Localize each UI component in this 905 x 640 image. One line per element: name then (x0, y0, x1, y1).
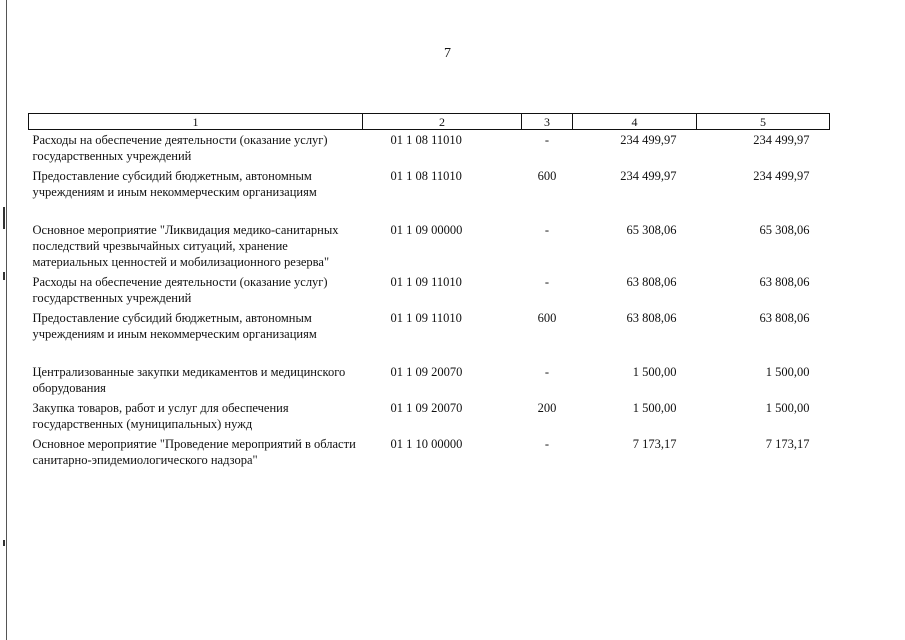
row-type: - (544, 223, 550, 237)
row-sum-2: 65 308,06 (759, 223, 810, 237)
row-code: 01 1 09 20070 (390, 365, 463, 379)
row-sum-1: 63 808,06 (626, 275, 677, 289)
scan-artifact-mark (3, 207, 5, 229)
row-type: - (544, 437, 550, 451)
row-name: Закупка товаров, работ и услуг для обеспечения государственных (муниципальных) нужд (32, 401, 289, 431)
row-name: Предоставление субсидий бюджетным, автономным учреждениям и иным некоммерческим организациям (32, 311, 317, 341)
row-sum-1: 1 500,00 (632, 401, 677, 415)
row-sum-2: 234 499,97 (753, 133, 810, 147)
table-row (29, 220, 830, 272)
header-col-2: 2 (363, 114, 522, 130)
header-col-3: 3 (522, 114, 573, 130)
table-row (29, 398, 830, 434)
row-sum-1: 234 499,97 (620, 169, 677, 183)
table-row (29, 362, 830, 398)
scan-artifact-mark (3, 272, 5, 280)
row-sum-2: 63 808,06 (759, 311, 810, 325)
row-code: 01 1 08 11010 (390, 169, 462, 183)
row-name: Расходы на обеспечение деятельности (оказание услуг) государственных учреждений (32, 275, 328, 305)
table-row (29, 166, 830, 220)
table-row (29, 130, 830, 167)
row-sum-1: 65 308,06 (626, 223, 677, 237)
row-name: Расходы на обеспечение деятельности (оказание услуг) государственных учреждений (32, 133, 328, 163)
header-col-1: 1 (29, 114, 363, 130)
row-sum-1: 7 173,17 (632, 437, 677, 451)
row-code: 01 1 09 20070 (390, 401, 463, 415)
row-type: - (544, 275, 550, 289)
row-sum-2: 63 808,06 (759, 275, 810, 289)
row-sum-2: 234 499,97 (753, 169, 810, 183)
scan-left-edge (6, 0, 7, 640)
row-code: 01 1 09 11010 (390, 275, 462, 289)
row-name: Централизованные закупки медикаментов и медицинского оборудования (32, 365, 346, 395)
row-sum-2: 1 500,00 (765, 401, 810, 415)
row-type: 600 (537, 311, 557, 325)
row-code: 01 1 09 11010 (390, 311, 462, 325)
row-name: Основное мероприятие "Ликвидация медико-санитарных последствий чрезвычайных ситуаций, хранение материальных ценностей и мобилизационного резерва" (32, 223, 339, 269)
header-col-5: 5 (697, 114, 830, 130)
row-name: Основное мероприятие "Проведение мероприятий в области санитарно-эпидемиологического надзора" (32, 437, 356, 467)
budget-table (28, 113, 830, 470)
row-sum-2: 1 500,00 (765, 365, 810, 379)
row-sum-1: 234 499,97 (620, 133, 677, 147)
row-type: - (544, 365, 550, 379)
table-header-row (29, 114, 830, 130)
row-sum-1: 1 500,00 (632, 365, 677, 379)
table-row (29, 308, 830, 362)
row-type: 600 (537, 169, 557, 183)
row-code: 01 1 09 00000 (390, 223, 463, 237)
header-col-4: 4 (573, 114, 697, 130)
row-type: - (544, 133, 550, 147)
row-code: 01 1 10 00000 (390, 437, 463, 451)
row-sum-1: 63 808,06 (626, 311, 677, 325)
row-type: 200 (537, 401, 557, 415)
page-number: 7 (444, 46, 451, 61)
row-sum-2: 7 173,17 (765, 437, 810, 451)
row-name: Предоставление субсидий бюджетным, автономным учреждениям и иным некоммерческим организациям (32, 169, 317, 199)
table-row (29, 272, 830, 308)
scan-artifact-mark (3, 540, 5, 546)
row-code: 01 1 08 11010 (390, 133, 462, 147)
table-row (29, 434, 830, 470)
